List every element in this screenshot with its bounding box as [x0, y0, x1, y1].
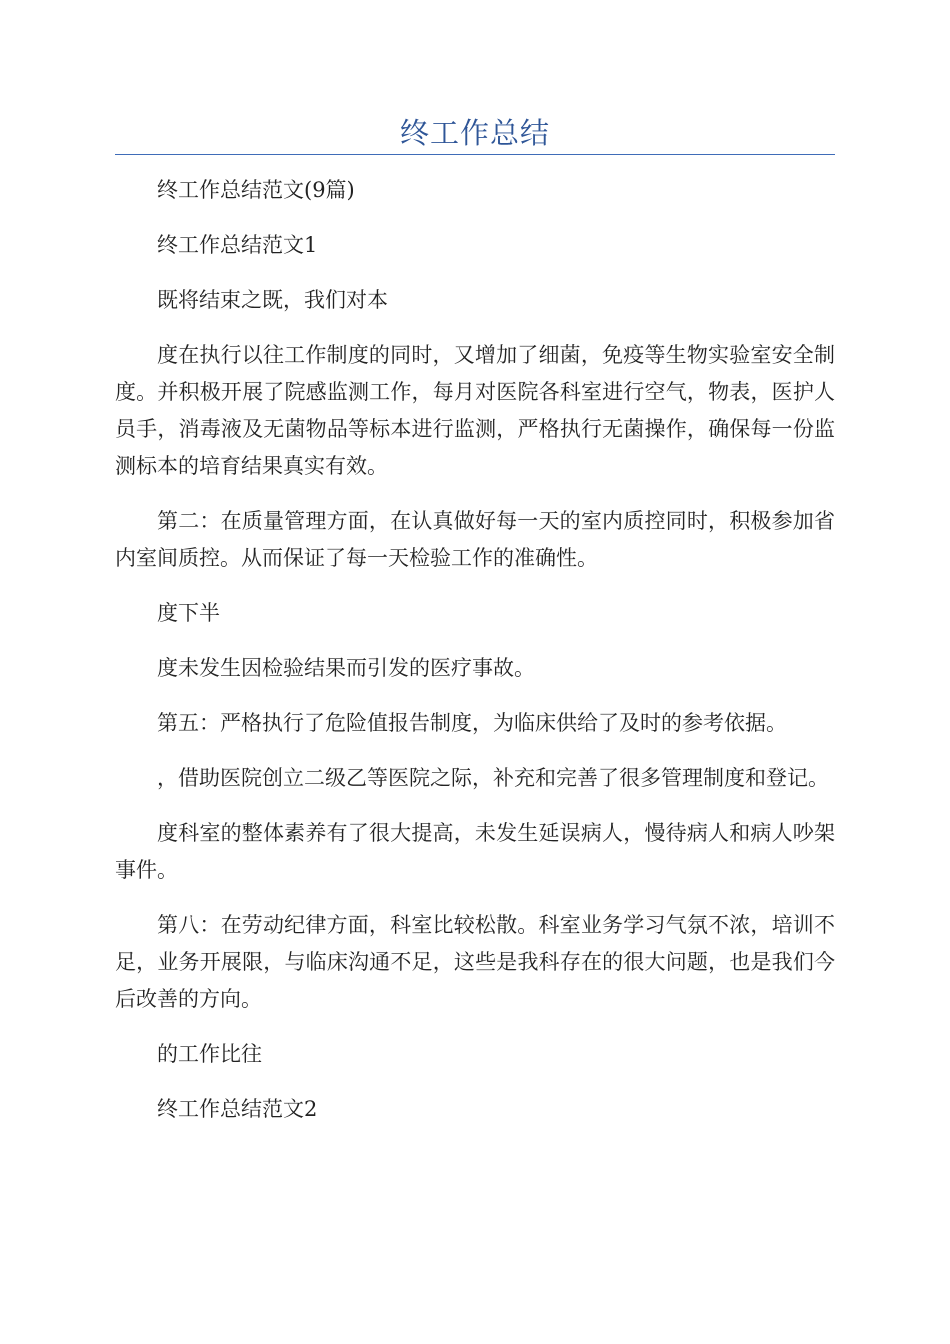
document-body	[115, 172, 835, 1146]
title-underline	[115, 154, 835, 155]
paragraph: ，借助医院创立二级乙等医院之际，补充和完善了很多管理制度和登记。	[157, 766, 829, 790]
paragraph: 度下半	[157, 601, 220, 625]
document-title: 终工作总结	[399, 116, 550, 150]
paragraph: 既将结束之既，我们对本	[157, 288, 388, 312]
paragraph: 终工作总结范文(9篇)	[157, 178, 355, 202]
paragraph: 度未发生因检验结果而引发的医疗事故。	[157, 656, 535, 680]
paragraph: 终工作总结范文2	[157, 1097, 318, 1121]
paragraph: 度科室的整体素养有了很大提高，未发生延误病人，慢待病人和病人吵架事件。	[115, 821, 835, 882]
paragraph: 第二：在质量管理方面，在认真做好每一天的室内质控同时，积极参加省内室间质控。从而保证了每一天检验工作的准确性。	[115, 509, 835, 570]
paragraph: 第五：严格执行了危险值报告制度，为临床供给了及时的参考依据。	[157, 711, 787, 735]
paragraph: 终工作总结范文1	[157, 233, 318, 257]
paragraph: 的工作比往	[157, 1042, 262, 1066]
paragraph: 度在执行以往工作制度的同时，又增加了细菌，免疫等生物实验室安全制度。并积极开展了院感监测工作，每月对医院各科室进行空气，物表，医护人员手，消毒液及无菌物品等标本进行监测，严格执行无菌操作，确保每一份监测标本的培育结果真实有效。	[115, 343, 835, 478]
paragraph: 第八：在劳动纪律方面，科室比较松散。科室业务学习气氛不浓，培训不足，业务开展限，与临床沟通不足，这些是我科存在的很大问题，也是我们今后改善的方向。	[115, 913, 835, 1011]
